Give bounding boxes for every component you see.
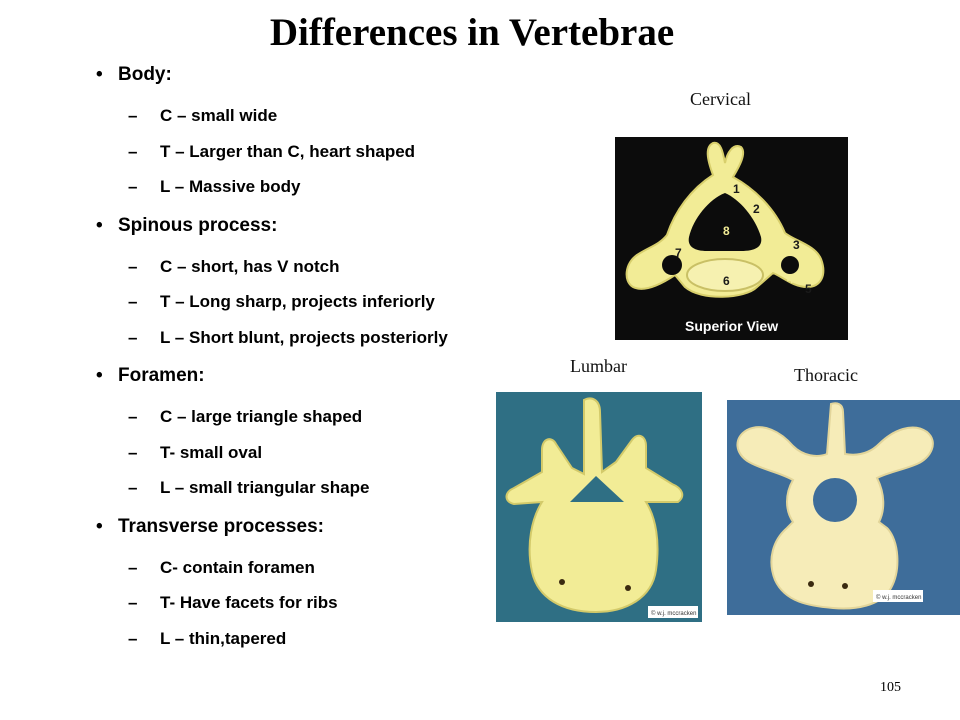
dash-icon: –	[128, 256, 138, 276]
watermark-text: © w.j. mccracken	[651, 611, 697, 617]
list-item: – L – Massive body	[96, 169, 526, 205]
label-number: 2	[753, 202, 760, 216]
list-item: – L – thin,tapered	[96, 621, 526, 657]
lumbar-vertebra-drawing	[496, 392, 702, 622]
label-number: 6	[723, 274, 730, 288]
list-item: – T – Larger than C, heart shaped	[96, 134, 526, 170]
thoracic-vertebra-image	[727, 400, 960, 615]
section-heading: • Spinous process:	[96, 213, 526, 239]
label-number: 7	[675, 246, 682, 260]
list-item: – T – Long sharp, projects inferiorly	[96, 284, 526, 320]
watermark-text: © w.j. mccracken	[876, 595, 922, 601]
label-number: 5	[805, 282, 812, 296]
dash-icon: –	[128, 141, 138, 161]
section-spinous	[96, 213, 526, 356]
caption-lumbar: Lumbar	[570, 356, 627, 376]
dash-icon: –	[128, 292, 138, 311]
list-item: – L – Short blunt, projects posteriorly	[96, 320, 526, 356]
list-item: – T- small oval	[96, 435, 526, 471]
dash-icon: –	[128, 442, 138, 462]
section-heading: • Body:	[96, 62, 526, 88]
page-number: 105	[880, 680, 901, 695]
bullet-dot-icon: •	[96, 64, 103, 85]
caption-cervical: Cervical	[690, 89, 751, 109]
superior-view-label: Superior View	[685, 318, 779, 334]
section-heading: • Foramen:	[96, 363, 526, 389]
dash-icon: –	[128, 407, 138, 426]
section-foramen	[96, 363, 526, 506]
section-body	[96, 62, 526, 205]
label-number: 1	[733, 182, 740, 196]
slide-title: Differences in Vertebrae	[269, 11, 675, 54]
dash-icon: –	[128, 177, 138, 196]
dash-icon: –	[128, 593, 138, 612]
section-transverse	[96, 514, 526, 657]
bullet-dot-icon: •	[96, 515, 103, 537]
cervical-vertebra-drawing	[615, 137, 848, 340]
bullet-outline	[96, 62, 526, 664]
dash-icon: –	[128, 628, 138, 648]
cervical-vertebra-image	[615, 137, 848, 340]
label-number: 8	[723, 224, 730, 238]
list-item: – C – large triangle shaped	[96, 399, 526, 435]
list-item: – T- Have facets for ribs	[96, 585, 526, 621]
label-number: 3	[793, 238, 800, 252]
thoracic-vertebra-drawing	[727, 400, 960, 615]
label-number: 4	[787, 272, 794, 286]
bullet-dot-icon: •	[96, 214, 103, 236]
list-item: – C- contain foramen	[96, 550, 526, 586]
list-item: – C – short, has V notch	[96, 249, 526, 285]
lumbar-vertebra-image	[496, 392, 702, 622]
dash-icon: –	[128, 106, 138, 125]
dash-icon: –	[128, 327, 138, 347]
dash-icon: –	[128, 557, 138, 577]
bullet-dot-icon: •	[96, 365, 103, 386]
dash-icon: –	[128, 478, 138, 497]
section-heading: • Transverse processes:	[96, 514, 526, 540]
list-item: – L – small triangular shape	[96, 470, 526, 506]
caption-thoracic: Thoracic	[794, 365, 858, 385]
list-item: – C – small wide	[96, 98, 526, 134]
